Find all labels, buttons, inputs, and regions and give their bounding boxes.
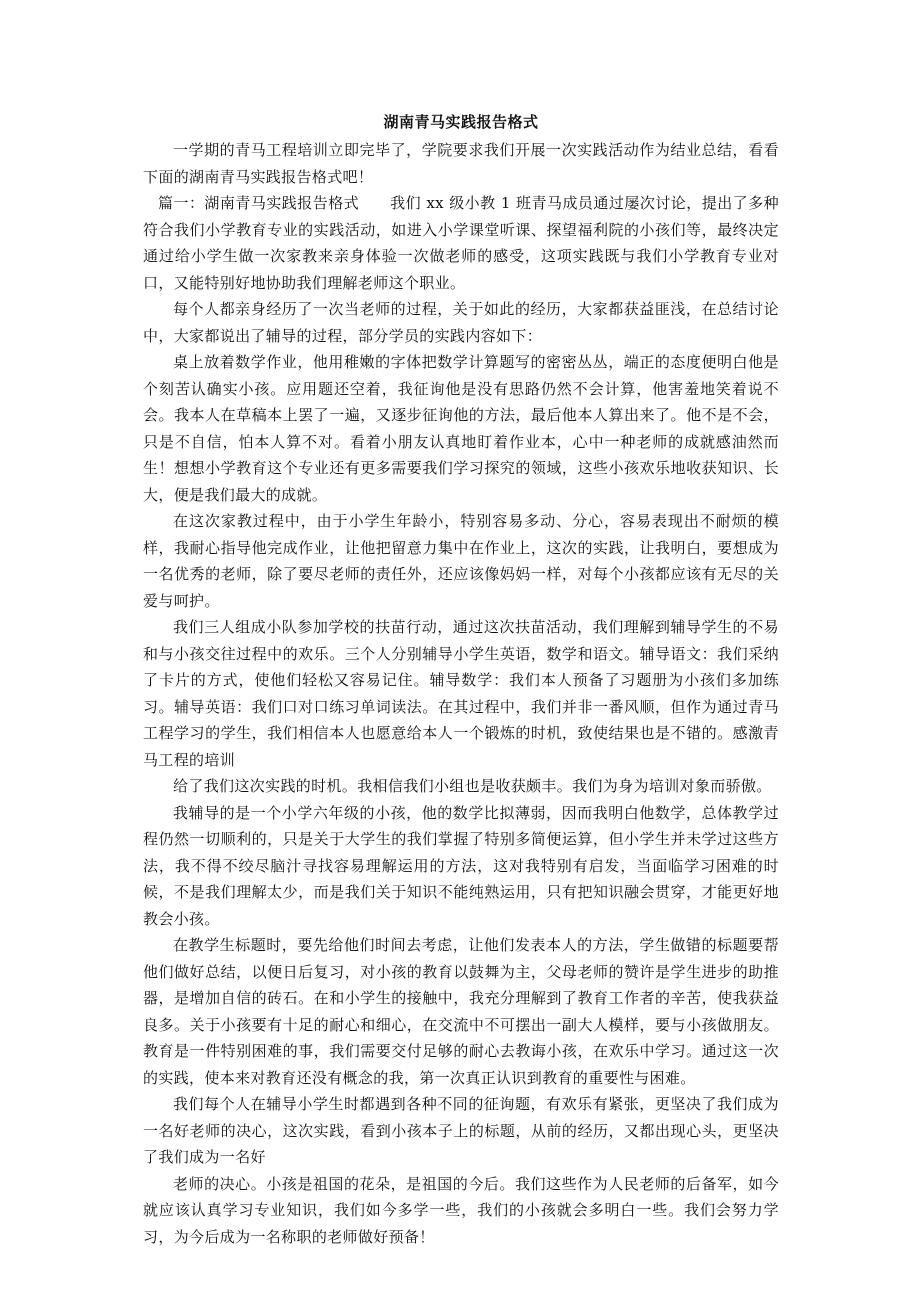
paragraph: 我们每个人在辅导小学生时都遇到各种不同的征询题，有欢乐有紧张，更坚决了我们成为一名好老师的决心，这次实践，看到小孩本子上的标题，从前的经历，又都出现心头，更坚决了我们成为一名好 bbox=[143, 1095, 779, 1166]
paragraph: 给了我们这次实践的时机。我相信我们小组也是收获颇丰。我们为身为培训对象而骄傲。 bbox=[173, 777, 772, 795]
paragraph-part-one: 篇一：湖南青马实践报告格式 我们 xx 级小教 1 班青马成员通过屡次讨论，提出了多种符合我们小学教育专业的实践活动，如进入小学课堂听课、探望福利院的小孩们等，最终决定通过给小学生做一次家教来亲身体验一次做老师的感受，这项实践既与我们小学教育专业对口，又能特别好地协助我们理解老师这个职业。 bbox=[143, 194, 779, 292]
paragraph: 在教学生标题时，要先给他们时间去考虑，让他们发表本人的方法，学生做错的标题要帮他们做好总结，以便日后复习，对小孩的教育以鼓舞为主，父母老师的赞许是学生进步的助推器，是增加自信的砖石。在和小学生的接触中，我充分理解到了教育工作者的辛苦，使我获益良多。关于小孩要有十足的耐心和细心，在交流中不可摆出一副大人模样，要与小孩做朋友。教育是一件特别困难的事，我们需要交付足够的耐心去教诲小孩，在欢乐中学习。通过这一次的实践，使本来对教育还没有概念的我，第一次真正认识到教育的重要性与困难。 bbox=[143, 936, 779, 1087]
document-title: 湖南青马实践报告格式 bbox=[383, 113, 539, 131]
paragraph: 每个人都亲身经历了一次当老师的过程，关于如此的经历，大家都获益匪浅，在总结讨论中，大家都说出了辅导的过程，部分学员的实践内容如下： bbox=[143, 300, 779, 345]
paragraph: 我辅导的是一个小学六年级的小孩，他的数学比拟薄弱，因而我明白他数学，总体教学过程仍然一切顺利的，只是关于大学生的我们掌握了特别多简便运算，但小学生并未学过这些方法，我不得不绞尽脑汁寻找容易理解运用的方法，这对我特别有启发，当面临学习困难的时候，不是我们理解太少，而是我们关于知识不能纯熟运用，只有把知识融会贯穿，才能更好地教会小孩。 bbox=[143, 803, 779, 928]
document-page bbox=[143, 110, 779, 1250]
paragraph-intro: 一学期的青马工程培训立即完毕了，学院要求我们开展一次实践活动作为结业总结，看看下面的湖南青马实践报告格式吧！ bbox=[143, 141, 779, 186]
paragraph: 桌上放着数学作业，他用稚嫩的字体把数学计算题写的密密丛丛，端正的态度便明白他是个刻苦认确实小孩。应用题还空着，我征询他是没有思路仍然不会计算，他害羞地笑着说不会。我本人在草稿本上罢了一遍，又逐步征询他的方法，最后他本人算出来了。他不是不会，只是不自信，怕本人算不对。看着小朋友认真地盯着作业本，心中一种老师的成就感油然而生！想想小学教育这个专业还有更多需要我们学习探究的领域，这些小孩欢乐地收获知识、长大，便是我们最大的成就。 bbox=[143, 353, 779, 504]
paragraph: 老师的决心。小孩是祖国的花朵，是祖国的今后。我们这些作为人民老师的后备军，如今就应该认真学习专业知识，我们如今多学一些，我们的小孩就会多明白一些。我们会努力学习，为今后成为一名称职的老师做好预备！ bbox=[143, 1174, 779, 1246]
paragraph: 我们三人组成小队参加学校的扶苗行动，通过这次扶苗活动，我们理解到辅导学生的不易和与小孩交往过程中的欢乐。三个人分别辅导小学生英语，数学和语文。辅导语文：我们采纳了卡片的方式，使他们轻松又容易记住。辅导数学：我们本人预备了习题册为小孩们多加练习。辅导英语：我们口对口练习单词读法。在其过程中，我们并非一番风顺，但作为通过青马工程学习的学生，我们相信本人也愿意给本人一个锻炼的时机，致使结果也是不错的。感激青马工程的培训 bbox=[143, 618, 779, 769]
paragraph: 在这次家教过程中，由于小学生年龄小，特别容易多动、分心，容易表现出不耐烦的模样，我耐心指导他完成作业，让他把留意力集中在作业上，这次的实践，让我明白，要想成为一名优秀的老师，除了要尽老师的责任外，还应该像妈妈一样，对每个小孩都应该有无尽的关爱与呵护。 bbox=[143, 512, 779, 610]
